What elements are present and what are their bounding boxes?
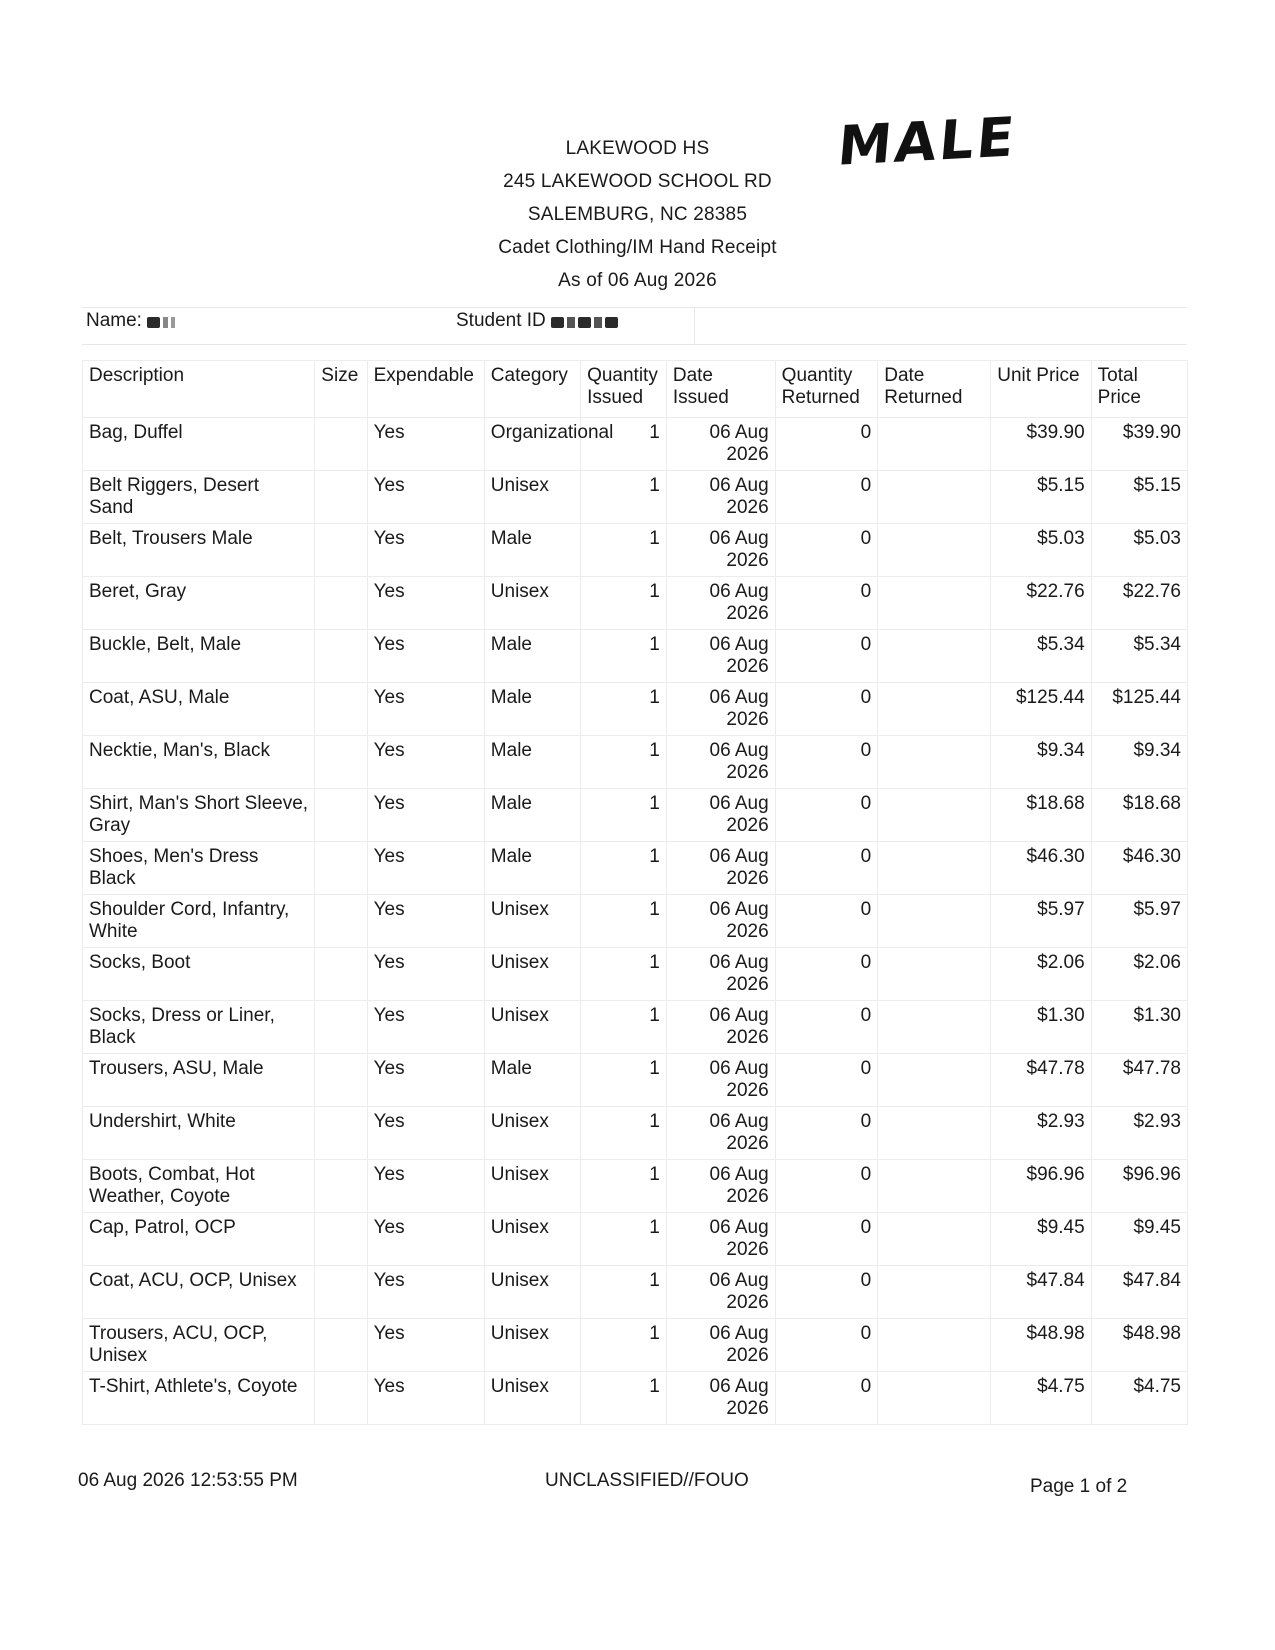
cell-size bbox=[315, 471, 367, 524]
cell-date-returned bbox=[878, 842, 991, 895]
name-field bbox=[86, 310, 178, 332]
cell-total-price: $9.45 bbox=[1091, 1213, 1187, 1266]
cell-qty-issued: 1 bbox=[581, 471, 667, 524]
footer-classification: UNCLASSIFIED//FOUO bbox=[545, 1470, 749, 1491]
cell-qty-returned: 0 bbox=[775, 895, 878, 948]
table-row bbox=[83, 789, 1188, 842]
cell-date-issued: 06 Aug 2026 bbox=[666, 471, 775, 524]
cell-size bbox=[315, 683, 367, 736]
column-header-total-price: Total Price bbox=[1091, 361, 1187, 418]
cell-date-issued: 06 Aug 2026 bbox=[666, 1160, 775, 1213]
cell-qty-returned: 0 bbox=[775, 1001, 878, 1054]
report-header bbox=[0, 132, 1275, 297]
cell-size bbox=[315, 524, 367, 577]
redacted-name bbox=[147, 313, 178, 328]
cell-date-returned bbox=[878, 524, 991, 577]
cell-qty-returned: 0 bbox=[775, 1372, 878, 1425]
cell-expendable: Yes bbox=[367, 1372, 484, 1425]
cell-category: Male bbox=[484, 842, 580, 895]
cell-date-issued: 06 Aug 2026 bbox=[666, 1319, 775, 1372]
table-row bbox=[83, 577, 1188, 630]
cell-total-price: $5.97 bbox=[1091, 895, 1187, 948]
cell-size bbox=[315, 1107, 367, 1160]
cell-expendable: Yes bbox=[367, 1213, 484, 1266]
footer-timestamp: 06 Aug 2026 12:53:55 PM bbox=[78, 1470, 298, 1491]
cell-date-issued: 06 Aug 2026 bbox=[666, 630, 775, 683]
cell-size bbox=[315, 948, 367, 1001]
cell-expendable: Yes bbox=[367, 1160, 484, 1213]
cell-qty-returned: 0 bbox=[775, 1266, 878, 1319]
cell-date-issued: 06 Aug 2026 bbox=[666, 524, 775, 577]
table-body bbox=[83, 418, 1188, 1425]
cell-size bbox=[315, 1054, 367, 1107]
cell-total-price: $46.30 bbox=[1091, 842, 1187, 895]
cell-unit-price: $4.75 bbox=[991, 1372, 1091, 1425]
cell-category: Unisex bbox=[484, 948, 580, 1001]
cell-size bbox=[315, 1319, 367, 1372]
table-row bbox=[83, 1054, 1188, 1107]
cell-category: Unisex bbox=[484, 1160, 580, 1213]
cell-qty-issued: 1 bbox=[581, 577, 667, 630]
cell-total-price: $5.15 bbox=[1091, 471, 1187, 524]
cell-expendable: Yes bbox=[367, 418, 484, 471]
cell-unit-price: $22.76 bbox=[991, 577, 1091, 630]
cell-unit-price: $96.96 bbox=[991, 1160, 1091, 1213]
cell-date-returned bbox=[878, 1160, 991, 1213]
cell-qty-returned: 0 bbox=[775, 948, 878, 1001]
report-date: As of 06 Aug 2026 bbox=[558, 270, 717, 291]
table-row bbox=[83, 948, 1188, 1001]
cell-expendable: Yes bbox=[367, 524, 484, 577]
cell-qty-issued: 1 bbox=[581, 842, 667, 895]
cell-category: Unisex bbox=[484, 1001, 580, 1054]
cell-qty-issued: 1 bbox=[581, 1107, 667, 1160]
cell-date-returned bbox=[878, 1001, 991, 1054]
cell-category: Unisex bbox=[484, 471, 580, 524]
cell-description: Cap, Patrol, OCP bbox=[83, 1213, 315, 1266]
cell-date-issued: 06 Aug 2026 bbox=[666, 948, 775, 1001]
cell-date-issued: 06 Aug 2026 bbox=[666, 1372, 775, 1425]
cell-date-returned bbox=[878, 1107, 991, 1160]
table-row bbox=[83, 630, 1188, 683]
cell-expendable: Yes bbox=[367, 736, 484, 789]
cell-date-returned bbox=[878, 736, 991, 789]
cell-qty-issued: 1 bbox=[581, 895, 667, 948]
cell-unit-price: $18.68 bbox=[991, 789, 1091, 842]
redacted-student-id bbox=[551, 313, 621, 328]
cell-description: Coat, ASU, Male bbox=[83, 683, 315, 736]
cell-date-issued: 06 Aug 2026 bbox=[666, 736, 775, 789]
cell-qty-issued: 1 bbox=[581, 418, 667, 471]
table-row bbox=[83, 683, 1188, 736]
cell-total-price: $47.78 bbox=[1091, 1054, 1187, 1107]
cell-size bbox=[315, 418, 367, 471]
cell-qty-returned: 0 bbox=[775, 1319, 878, 1372]
column-header-expendable: Expendable bbox=[367, 361, 484, 418]
table-header-row bbox=[83, 361, 1188, 418]
table-row bbox=[83, 1107, 1188, 1160]
cell-category: Unisex bbox=[484, 1213, 580, 1266]
cell-category: Male bbox=[484, 1054, 580, 1107]
cell-unit-price: $9.45 bbox=[991, 1213, 1091, 1266]
cell-unit-price: $47.84 bbox=[991, 1266, 1091, 1319]
student-id-label: Student ID bbox=[456, 310, 546, 331]
cell-total-price: $47.84 bbox=[1091, 1266, 1187, 1319]
cell-size bbox=[315, 736, 367, 789]
column-header-date-returned: Date Returned bbox=[878, 361, 991, 418]
cell-description: Undershirt, White bbox=[83, 1107, 315, 1160]
table-row bbox=[83, 1319, 1188, 1372]
cell-expendable: Yes bbox=[367, 471, 484, 524]
school-address-line1: 245 LAKEWOOD SCHOOL RD bbox=[503, 171, 772, 192]
cell-unit-price: $125.44 bbox=[991, 683, 1091, 736]
cell-size bbox=[315, 1160, 367, 1213]
cell-category: Male bbox=[484, 683, 580, 736]
cell-expendable: Yes bbox=[367, 1001, 484, 1054]
cell-unit-price: $2.06 bbox=[991, 948, 1091, 1001]
cell-total-price: $9.34 bbox=[1091, 736, 1187, 789]
cell-description: Coat, ACU, OCP, Unisex bbox=[83, 1266, 315, 1319]
name-label: Name: bbox=[86, 310, 142, 331]
school-address-line2: SALEMBURG, NC 28385 bbox=[527, 204, 748, 225]
cell-unit-price: $39.90 bbox=[991, 418, 1091, 471]
student-id-field bbox=[456, 310, 621, 332]
column-header-unit-price: Unit Price bbox=[991, 361, 1091, 418]
cell-description: Beret, Gray bbox=[83, 577, 315, 630]
column-header-qty-issued: Quantity Issued bbox=[581, 361, 667, 418]
table-row bbox=[83, 736, 1188, 789]
cell-expendable: Yes bbox=[367, 1107, 484, 1160]
cell-date-returned bbox=[878, 1213, 991, 1266]
cell-description: Socks, Dress or Liner, Black bbox=[83, 1001, 315, 1054]
cell-expendable: Yes bbox=[367, 948, 484, 1001]
cell-date-issued: 06 Aug 2026 bbox=[666, 842, 775, 895]
cell-unit-price: $46.30 bbox=[991, 842, 1091, 895]
table-row bbox=[83, 842, 1188, 895]
table-row bbox=[83, 471, 1188, 524]
cell-category: Unisex bbox=[484, 1266, 580, 1319]
cell-qty-returned: 0 bbox=[775, 471, 878, 524]
cell-date-returned bbox=[878, 1054, 991, 1107]
cell-total-price: $1.30 bbox=[1091, 1001, 1187, 1054]
cell-qty-issued: 1 bbox=[581, 789, 667, 842]
report-title: Cadet Clothing/IM Hand Receipt bbox=[498, 237, 777, 258]
cell-qty-issued: 1 bbox=[581, 1001, 667, 1054]
cell-unit-price: $9.34 bbox=[991, 736, 1091, 789]
cell-date-returned bbox=[878, 789, 991, 842]
cell-date-issued: 06 Aug 2026 bbox=[666, 895, 775, 948]
cell-qty-returned: 0 bbox=[775, 842, 878, 895]
cell-category: Unisex bbox=[484, 577, 580, 630]
cell-description: Trousers, ACU, OCP, Unisex bbox=[83, 1319, 315, 1372]
cell-date-issued: 06 Aug 2026 bbox=[666, 577, 775, 630]
cell-description: Buckle, Belt, Male bbox=[83, 630, 315, 683]
cell-total-price: $125.44 bbox=[1091, 683, 1187, 736]
cell-unit-price: $5.15 bbox=[991, 471, 1091, 524]
cell-expendable: Yes bbox=[367, 1266, 484, 1319]
cell-description: Belt Riggers, Desert Sand bbox=[83, 471, 315, 524]
cell-category: Male bbox=[484, 524, 580, 577]
cell-size bbox=[315, 789, 367, 842]
cell-total-price: $2.06 bbox=[1091, 948, 1187, 1001]
cell-description: Trousers, ASU, Male bbox=[83, 1054, 315, 1107]
table-row bbox=[83, 524, 1188, 577]
cell-unit-price: $5.03 bbox=[991, 524, 1091, 577]
cell-qty-issued: 1 bbox=[581, 1319, 667, 1372]
cell-total-price: $4.75 bbox=[1091, 1372, 1187, 1425]
cell-date-returned bbox=[878, 1372, 991, 1425]
cell-qty-returned: 0 bbox=[775, 418, 878, 471]
cell-qty-returned: 0 bbox=[775, 1213, 878, 1266]
cell-category: Male bbox=[484, 736, 580, 789]
cell-expendable: Yes bbox=[367, 630, 484, 683]
student-info-row bbox=[82, 307, 1187, 345]
cell-qty-returned: 0 bbox=[775, 1160, 878, 1213]
cell-expendable: Yes bbox=[367, 577, 484, 630]
cell-total-price: $2.93 bbox=[1091, 1107, 1187, 1160]
cell-total-price: $5.03 bbox=[1091, 524, 1187, 577]
cell-date-issued: 06 Aug 2026 bbox=[666, 789, 775, 842]
column-header-description: Description bbox=[83, 361, 315, 418]
cell-expendable: Yes bbox=[367, 789, 484, 842]
table-row bbox=[83, 1160, 1188, 1213]
cell-unit-price: $47.78 bbox=[991, 1054, 1091, 1107]
cell-qty-returned: 0 bbox=[775, 789, 878, 842]
cell-description: Belt, Trousers Male bbox=[83, 524, 315, 577]
cell-qty-issued: 1 bbox=[581, 524, 667, 577]
cell-qty-issued: 1 bbox=[581, 1372, 667, 1425]
cell-unit-price: $5.34 bbox=[991, 630, 1091, 683]
cell-description: Shoes, Men's Dress Black bbox=[83, 842, 315, 895]
cell-expendable: Yes bbox=[367, 895, 484, 948]
cell-expendable: Yes bbox=[367, 683, 484, 736]
table-row bbox=[83, 895, 1188, 948]
cell-size bbox=[315, 842, 367, 895]
cell-qty-issued: 1 bbox=[581, 948, 667, 1001]
cell-date-returned bbox=[878, 1266, 991, 1319]
cell-date-returned bbox=[878, 895, 991, 948]
cell-date-returned bbox=[878, 683, 991, 736]
cell-date-issued: 06 Aug 2026 bbox=[666, 1107, 775, 1160]
cell-date-returned bbox=[878, 630, 991, 683]
cell-date-returned bbox=[878, 1319, 991, 1372]
cell-date-issued: 06 Aug 2026 bbox=[666, 1266, 775, 1319]
items-table bbox=[82, 360, 1188, 1425]
cell-description: Socks, Boot bbox=[83, 948, 315, 1001]
cell-expendable: Yes bbox=[367, 842, 484, 895]
cell-category: Organizational bbox=[484, 418, 580, 471]
cell-category: Unisex bbox=[484, 1319, 580, 1372]
cell-date-issued: 06 Aug 2026 bbox=[666, 683, 775, 736]
cell-total-price: $39.90 bbox=[1091, 418, 1187, 471]
cell-unit-price: $2.93 bbox=[991, 1107, 1091, 1160]
cell-description: Boots, Combat, Hot Weather, Coyote bbox=[83, 1160, 315, 1213]
column-header-category: Category bbox=[484, 361, 580, 418]
cell-category: Unisex bbox=[484, 1107, 580, 1160]
cell-category: Unisex bbox=[484, 1372, 580, 1425]
cell-date-issued: 06 Aug 2026 bbox=[666, 1001, 775, 1054]
cell-qty-issued: 1 bbox=[581, 683, 667, 736]
cell-total-price: $22.76 bbox=[1091, 577, 1187, 630]
cell-date-issued: 06 Aug 2026 bbox=[666, 1054, 775, 1107]
cell-size bbox=[315, 1001, 367, 1054]
cell-total-price: $18.68 bbox=[1091, 789, 1187, 842]
cell-category: Male bbox=[484, 789, 580, 842]
table-row bbox=[83, 1001, 1188, 1054]
cell-description: T-Shirt, Athlete's, Coyote bbox=[83, 1372, 315, 1425]
cell-description: Bag, Duffel bbox=[83, 418, 315, 471]
footer-page-number: Page 1 of 2 bbox=[1030, 1476, 1128, 1497]
cell-date-returned bbox=[878, 948, 991, 1001]
cell-qty-returned: 0 bbox=[775, 577, 878, 630]
cell-description: Shirt, Man's Short Sleeve, Gray bbox=[83, 789, 315, 842]
cell-size bbox=[315, 1266, 367, 1319]
cell-size bbox=[315, 630, 367, 683]
handwritten-male-annotation: MALE bbox=[835, 105, 1020, 178]
school-name: LAKEWOOD HS bbox=[565, 138, 710, 159]
cell-total-price: $48.98 bbox=[1091, 1319, 1187, 1372]
cell-total-price: $5.34 bbox=[1091, 630, 1187, 683]
cell-expendable: Yes bbox=[367, 1319, 484, 1372]
cell-category: Unisex bbox=[484, 895, 580, 948]
column-header-date-issued: Date Issued bbox=[666, 361, 775, 418]
cell-qty-issued: 1 bbox=[581, 1266, 667, 1319]
column-header-qty-returned: Quantity Returned bbox=[775, 361, 878, 418]
cell-size bbox=[315, 1213, 367, 1266]
table-row bbox=[83, 1372, 1188, 1425]
cell-unit-price: $48.98 bbox=[991, 1319, 1091, 1372]
table-row bbox=[83, 1213, 1188, 1266]
cell-qty-returned: 0 bbox=[775, 1107, 878, 1160]
cell-date-returned bbox=[878, 471, 991, 524]
cell-expendable: Yes bbox=[367, 1054, 484, 1107]
cell-date-issued: 06 Aug 2026 bbox=[666, 1213, 775, 1266]
cell-qty-returned: 0 bbox=[775, 736, 878, 789]
cell-category: Male bbox=[484, 630, 580, 683]
cell-qty-issued: 1 bbox=[581, 1160, 667, 1213]
cell-date-issued: 06 Aug 2026 bbox=[666, 418, 775, 471]
table-row bbox=[83, 1266, 1188, 1319]
cell-unit-price: $1.30 bbox=[991, 1001, 1091, 1054]
cell-date-returned bbox=[878, 418, 991, 471]
cell-description: Necktie, Man's, Black bbox=[83, 736, 315, 789]
cell-size bbox=[315, 1372, 367, 1425]
cell-description: Shoulder Cord, Infantry, White bbox=[83, 895, 315, 948]
cell-date-returned bbox=[878, 577, 991, 630]
cell-qty-issued: 1 bbox=[581, 1054, 667, 1107]
cell-qty-returned: 0 bbox=[775, 1054, 878, 1107]
cell-qty-issued: 1 bbox=[581, 736, 667, 789]
cell-qty-issued: 1 bbox=[581, 1213, 667, 1266]
table-row bbox=[83, 418, 1188, 471]
cell-qty-returned: 0 bbox=[775, 683, 878, 736]
cell-qty-issued: 1 bbox=[581, 630, 667, 683]
cell-size bbox=[315, 577, 367, 630]
cell-unit-price: $5.97 bbox=[991, 895, 1091, 948]
cell-total-price: $96.96 bbox=[1091, 1160, 1187, 1213]
info-row-divider bbox=[694, 308, 695, 344]
cell-qty-returned: 0 bbox=[775, 524, 878, 577]
cell-qty-returned: 0 bbox=[775, 630, 878, 683]
column-header-size: Size bbox=[315, 361, 367, 418]
cell-size bbox=[315, 895, 367, 948]
